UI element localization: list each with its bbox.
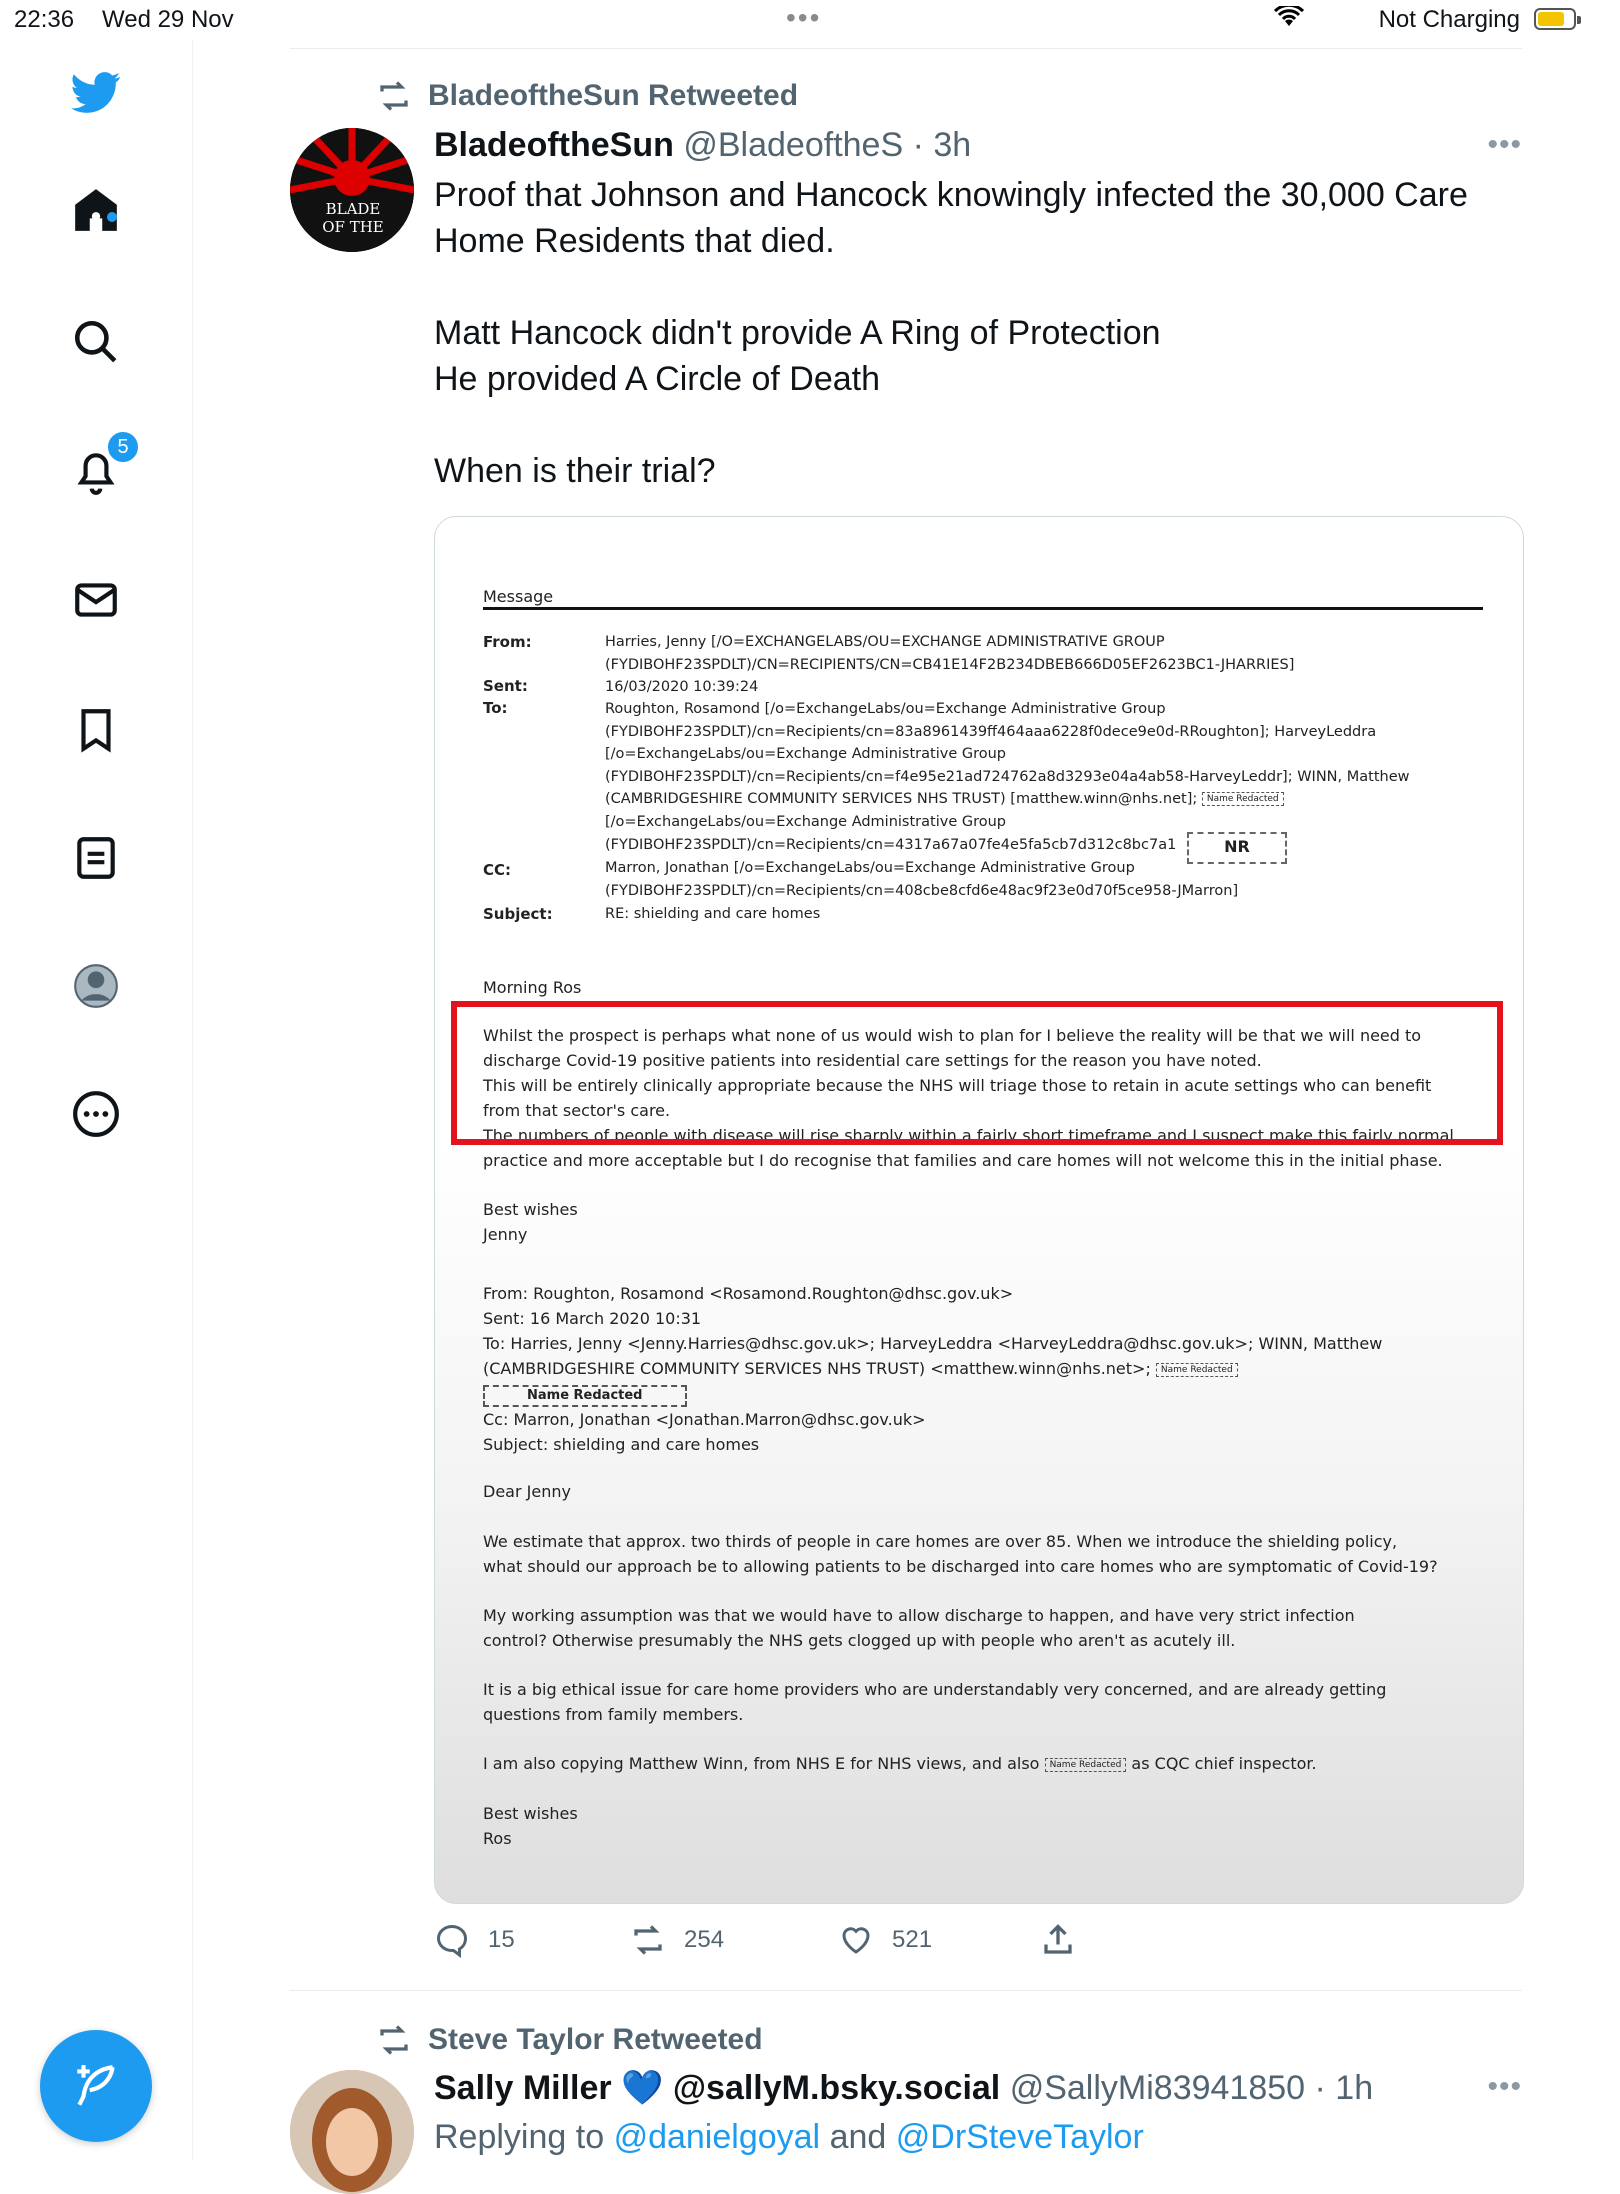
email-line: what should our approach be to allowing patients to be discharged into care homes who are symptomatic of Covid-19? [483,1557,1438,1576]
email-line: The numbers of people with disease will rise sharply within a fairly short timeframe and I suspect make this fairly normal [483,1126,1454,1145]
email-line: It is a big ethical issue for care home providers who are understandably very concerned, and are already getting [483,1680,1387,1699]
status-date: Wed 29 Nov [102,6,234,33]
email-line: (CAMBRIDGESHIRE COMMUNITY SERVICES NHS TRUST) [matthew.winn@nhs.net]; [605,791,1198,808]
email-line: (FYDIBOHF23SPDLT)/cn=Recipients/cn=408cbe8cfd6e48ac9f23e0d70f5ce958-JMarron] [605,882,1239,899]
email-line: Whilst the prospect is perhaps what none of us would wish to plan for I believe the reality will be that we will need to [483,1026,1422,1045]
author-name[interactable]: Sally Miller [434,2069,612,2107]
from-label: From: [483,633,532,651]
email-line: as CQC chief inspector. [1131,1754,1317,1773]
to-label: To: [483,699,508,717]
person-photo-icon [290,2070,414,2194]
share-icon [1040,1922,1076,1958]
status-bar [0,0,1620,40]
redaction-box: Name Redacted [1045,1758,1127,1772]
email-line: (FYDIBOHF23SPDLT)/cn=Recipients/cn=4317a67a07fe4e5fa5cb7d312c8bc7a1 [605,836,1177,853]
tweet-time[interactable]: · 3h [912,126,972,164]
red-highlight-box [451,1001,1503,1145]
email-line: Marron, Jonathan [/o=ExchangeLabs/ou=Exchange Administrative Group [605,860,1135,876]
home-unread-dot [107,212,117,222]
divider [290,1990,1522,1991]
email-document [435,517,1523,1903]
email-line: Sent: 16 March 2020 10:31 [483,1309,702,1328]
mention-link[interactable]: @danielgoyal [613,2118,821,2156]
nr-redaction-box: NR [1187,832,1287,864]
email-line: control? Otherwise presumably the NHS gets clogged up with people who aren't as acutely ill. [483,1631,1236,1650]
sidebar [0,40,193,2160]
tweet-time[interactable]: · 1h [1314,2069,1374,2107]
email-line: This will be entirely clinically appropriate because the NHS will triage those to retain in acute settings who can benefit [483,1076,1432,1095]
tweet-image[interactable] [434,516,1524,1904]
email-line: From: Roughton, Rosamond <Rosamond.Roughton@dhsc.gov.uk> [483,1284,1014,1303]
paragraph [483,1677,1483,1727]
tweet-text-line: Proof that Johnson and Hancock knowingly infected the 30,000 Care [434,176,1468,214]
wifi-icon [1274,6,1304,28]
email-line: practice and more acceptable but I do recognise that families and care homes will not welcome this in the initial phase. [483,1151,1443,1170]
retweet-context[interactable] [376,2022,763,2058]
email-line: I am also copying Matthew Winn, from NHS E for NHS views, and also [483,1754,1040,1773]
email-line: We estimate that approx. two thirds of people in care homes are over 85. When we introduce the shielding policy, [483,1532,1398,1551]
email-line: Harries, Jenny [/O=EXCHANGELABS/OU=EXCHANGE ADMINISTRATIVE GROUP [605,634,1165,650]
retweet-icon [376,2022,412,2058]
twitter-logo-icon[interactable] [66,62,126,122]
tweet-actions [434,1922,1522,1966]
search-icon[interactable] [66,312,126,372]
lists-icon[interactable] [66,828,126,888]
avatar-label: BLADE OF THE [322,200,384,236]
avatar[interactable] [290,128,414,252]
email-line: (FYDIBOHF23SPDLT)/cn=Recipients/cn=f4e95e21ad724762a8d3293e04a4ab58-HarveyLeddr]; WINN, Matthew [605,768,1410,785]
signoff [483,1197,1483,1247]
notifications-badge: 5 [106,430,140,464]
reply-count: 15 [488,1926,515,1953]
paragraph [483,1603,1483,1653]
messages-icon[interactable] [66,570,126,630]
email-line: Best wishes [483,1200,578,1219]
email-line: [/o=ExchangeLabs/ou=Exchange Administrative Group [605,813,1006,830]
reply-button[interactable] [434,1922,515,1958]
battery-icon [1534,8,1576,30]
heart-icon [838,1922,874,1958]
more-options-icon[interactable] [66,1084,126,1144]
email-line: To: Harries, Jenny <Jenny.Harries@dhsc.gov.uk>; HarveyLeddra <HarveyLeddra@dhsc.gov.uk>; WINN, Matthew [483,1334,1383,1353]
message-label: Message [483,587,554,606]
redaction-box: Name Redacted [483,1385,687,1407]
retweet-context[interactable] [376,78,798,114]
and-label: and [829,2118,887,2156]
email-line: (FYDIBOHF23SPDLT)/CN=RECIPIENTS/CN=CB41E14F2B234DBEB666D05EF2623BC1-JHARRIES] [605,656,1295,673]
email-line: Cc: Marron, Jonathan <Jonathan.Marron@dhsc.gov.uk> [483,1410,926,1429]
cc-value [605,857,1485,902]
tweet-text-line: When is their trial? [434,452,716,490]
email-line: questions from family members. [483,1705,744,1724]
retweet-button[interactable] [630,1922,724,1958]
email-line: Ros [483,1829,512,1848]
author-display-handle[interactable]: @sallyM.bsky.social [672,2069,1001,2107]
email-line: from that sector's care. [483,1101,671,1120]
subject-label: Subject: [483,905,553,923]
share-button[interactable] [1040,1922,1094,1958]
subject-value [605,903,1485,926]
blue-heart-emoji: 💙 [621,2069,664,2107]
reply-icon [434,1922,470,1958]
email-line: Subject: shielding and care homes [483,1435,760,1454]
sent-label: Sent: [483,677,528,695]
dear-line [483,1479,1483,1504]
author-handle[interactable]: @BladeoftheS [683,126,904,164]
email-line: 16/03/2020 10:39:24 [605,679,759,695]
tweet-header [434,126,971,165]
from-value [605,631,1485,676]
retweet-count: 254 [684,1926,725,1953]
status-time: 22:36 [14,6,75,33]
email-line: (FYDIBOHF23SPDLT)/cn=Recipients/cn=83a8961439ff464aaa6228f0dece9e0d-RRoughton]; HarveyLeddra [605,723,1377,740]
compose-tweet-button[interactable] [40,2030,152,2142]
home-icon[interactable] [66,180,126,240]
signoff [483,1801,1483,1851]
retweeted-by-label: Steve Taylor Retweeted [428,2023,763,2056]
retweet-icon [376,78,412,114]
tweet-header [434,2068,1373,2108]
paragraph [483,1529,1483,1579]
replying-to-label: Replying to [434,2118,605,2156]
tweet-text-line: Home Residents that died. [434,222,835,260]
like-button[interactable] [838,1922,932,1958]
feather-plus-icon [71,2061,121,2111]
retweet-icon [630,1922,666,1958]
mention-link[interactable]: @DrSteveTaylor [895,2118,1144,2156]
email-line: Dear Jenny [483,1482,571,1501]
avatar[interactable] [290,2070,414,2194]
tweet-more-icon[interactable]: ••• [1487,2070,1522,2103]
email-line: Best wishes [483,1804,578,1823]
forwarded-header [483,1281,1483,1457]
profile-icon[interactable] [66,956,126,1016]
like-count: 521 [892,1926,933,1953]
cc-label: CC: [483,861,512,879]
author-handle[interactable]: @SallyMi83941850 [1009,2069,1306,2107]
replying-to-line [434,2118,1144,2157]
paragraph [483,1751,1483,1776]
tweet-text [434,172,1514,494]
email-line: Jenny [483,1225,528,1244]
sent-value [605,676,1485,699]
email-line: Roughton, Rosamond [/o=ExchangeLabs/ou=Exchange Administrative Group [605,701,1166,717]
divider [290,48,1522,49]
email-line: discharge Covid-19 positive patients into residential care settings for the reason you have noted. [483,1051,1262,1070]
bookmarks-icon[interactable] [66,700,126,760]
redaction-box: Name Redacted [1156,1363,1238,1377]
to-value [605,698,1485,856]
multitasking-dots-icon[interactable]: ••• [786,2,822,33]
greeting [483,975,1483,1000]
email-line: RE: shielding and care homes [605,906,821,922]
tweet-text-line: He provided A Circle of Death [434,360,881,398]
charging-status: Not Charging [1378,6,1520,33]
email-line: [/o=ExchangeLabs/ou=Exchange Administrative Group [605,746,1006,763]
tweet-more-icon[interactable]: ••• [1487,128,1522,161]
email-line: Morning Ros [483,978,582,997]
author-name[interactable]: BladeoftheSun [434,126,674,164]
divider [483,607,1483,610]
email-line: (CAMBRIDGESHIRE COMMUNITY SERVICES NHS TRUST) <matthew.winn@nhs.net>; [483,1359,1151,1378]
redaction-box: Name Redacted [1202,792,1284,806]
retweeted-by-label: BladeoftheSun Retweeted [428,79,799,112]
tweet-text-line: Matt Hancock didn't provide A Ring of Protection [434,314,1161,352]
email-line: My working assumption was that we would have to allow discharge to happen, and have very strict infection [483,1606,1355,1625]
